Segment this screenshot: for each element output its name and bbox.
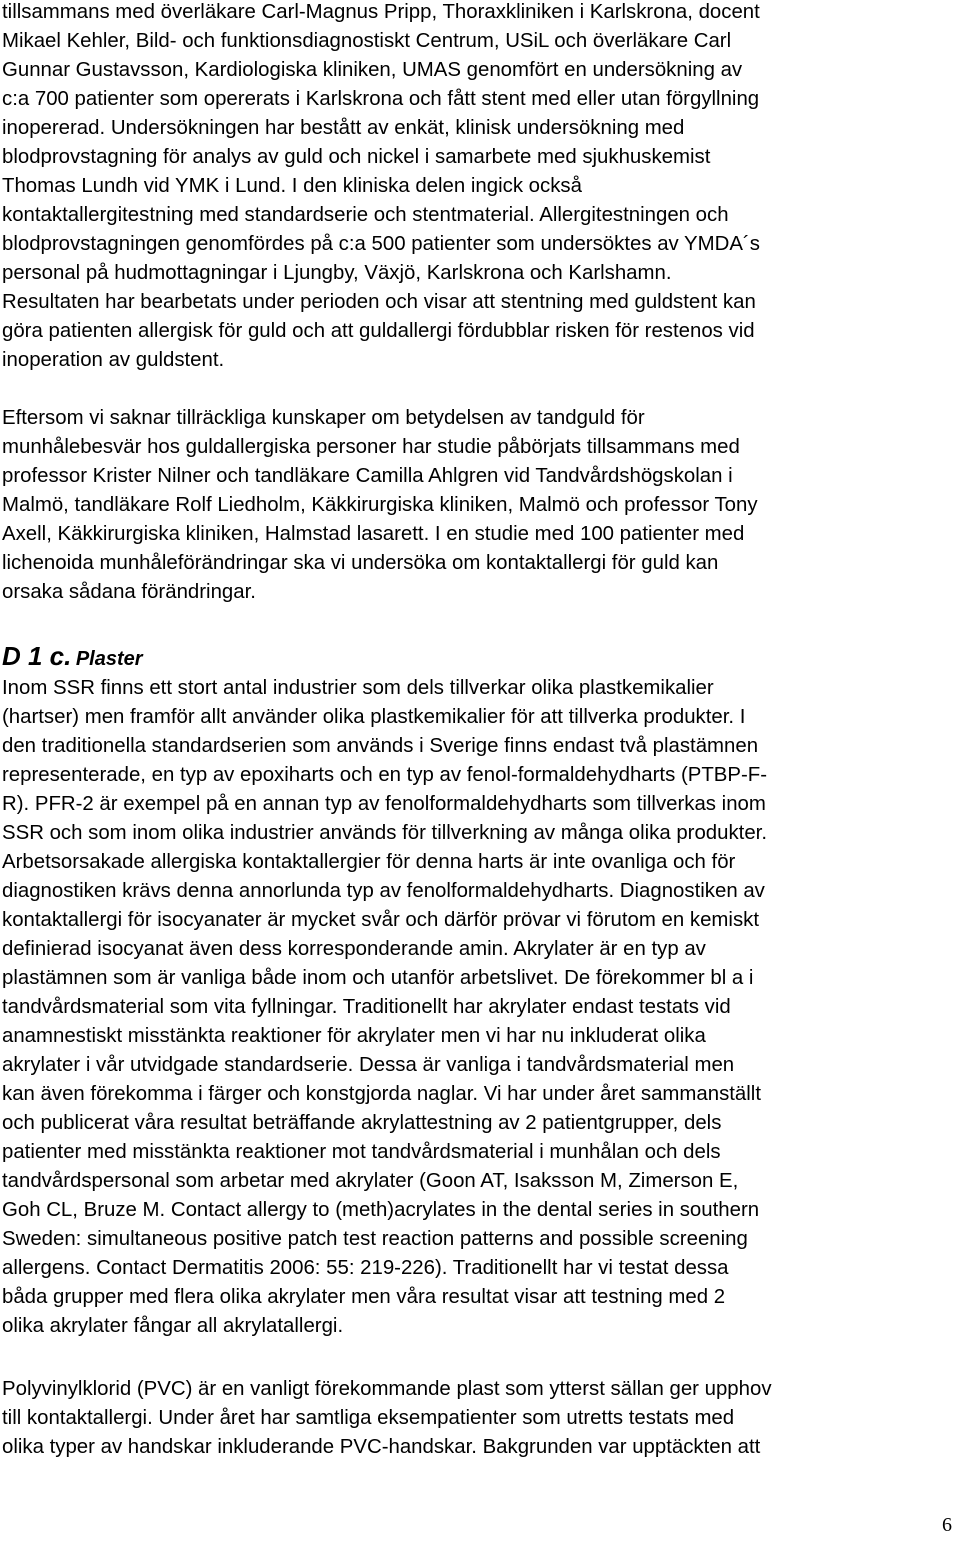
paragraph-pvc: Polyvinylklorid (PVC) är en vanligt förekommande plast som ytterst sällan ger upphov till kontaktallergi. Under året har samtliga eksempatienter som utretts testats med olika typer av handskar inkluderande PVC-handskar. Bakgrunden var upptäckten att [2,1378,772,1458]
paragraph-stent-study: tillsammans med överläkare Carl-Magnus Pripp, Thoraxkliniken i Karlskrona, docent Mikael Kehler, Bild- och funktionsdiagnostiskt Centrum, USiL och överläkare Carl Gunnar Gustavsson, Kardiologiska kliniken, UMAS genomfört en undersökning av c:a 700 patienter som opererats i Karlskrona och fått stent med eller utan förgyllning inopererad. Undersökningen har bestått av enkät, klinisk undersökning med blodprovstagning för analys av guld och nickel i samarbete med sjukhuskemist Thomas Lundh vid YMK i Lund. I den kliniska delen ingick också kontaktallergitestning med standardserie och stentmaterial. Allergitestningen och blodprovstagningen genomfördes på c:a 500 patienter som undersöktes av YMDA´s personal på hudmottagningar i Ljungby, Växjö, Karlskrona och Karlshamn. Resultaten har bearbetats under perioden och visar att stentning med guldstent kan göra patienten allergisk för guld och att guldallergi fördubblar risken för restenos vid inoperation av guldstent. [2,1,760,371]
section-heading [2,641,960,671]
paragraph-plaster: Inom SSR finns ett stort antal industrier som dels tillverkar olika plastkemikalier (hartser) men framför allt använder olika plastkemikalier för att tillverka produkter. I den traditionella standardserien som används i Sverige finns endast två plastämnen representerade, en typ av epoxiharts och en typ av fenol-formaldehydharts (PTBP-F- R). PFR-2 är exempel på en annan typ av fenolformaldehydharts som tillverkas inom SSR och som inom olika industrier används för tillverkning av många olika produkter. Arbetsorsakade allergiska kontaktallergier för denna harts är inte ovanliga och för diagnostiken krävs denna annorlunda typ av fenolformaldehydharts. Diagnostiken av kontaktallergi för isocyanater är mycket svår och därför prövar vi förutom en kemiskt definierad isocyanat även dess korresponderande amin. Akrylater är en typ av plastämnen som är vanliga både inom och utanför arbetslivet. De förekommer bl a i tandvårdsmaterial som vita fyllningar. Traditionellt har akrylater endast testats vid anamnestiskt misstänkta reaktioner för akrylater men vi har nu inkluderat olika akrylater i vår utvidgade standardserie. Dessa är vanliga i tandvårdsmaterial men kan även förekomma i färger och konstgjorda naglar. Vi har under året sammanställt och publicerat våra resultat beträffande akrylattestning av 2 patientgrupper, dels patienter med misstänkta reaktioner mot tandvårdsmaterial i munhålan och dels tandvårdspersonal som arbetar med akrylater (Goon AT, Isaksson M, Zimerson E, Goh CL, Bruze M. Contact allergy to (meth)acrylates in the dental series in southern Sweden: simultaneous positive patch test reaction patterns and possible screening allergens. Contact Dermatitis 2006: 55: 219-226). Traditionellt har vi testat dessa båda grupper med flera olika akrylater men våra resultat visar att testning med 2 olika akrylater fångar all akrylatallergi. [2,677,768,1337]
paragraph-tandguld-study: Eftersom vi saknar tillräckliga kunskaper om betydelsen av tandguld för munhålebesvär hos guldallergiska personer har studie påbörjats tillsammans med professor Krister Nilner och tandläkare Camilla Ahlgren vid Tandvårdshögskolan i Malmö, tandläkare Rolf Liedholm, Käkkirurgiska kliniken, Malmö och professor Tony Axell, Käkkirurgiska kliniken, Halmstad lasarett. I en studie med 100 patienter med lichenoida munhåleförändringar ska vi undersöka om kontaktallergi för guld kan orsaka sådana förändringar. [2,407,758,603]
section-heading-title: Plaster [75,648,143,670]
section-heading-code: D 1 c. [2,641,72,671]
page-number: 6 [942,1514,952,1536]
